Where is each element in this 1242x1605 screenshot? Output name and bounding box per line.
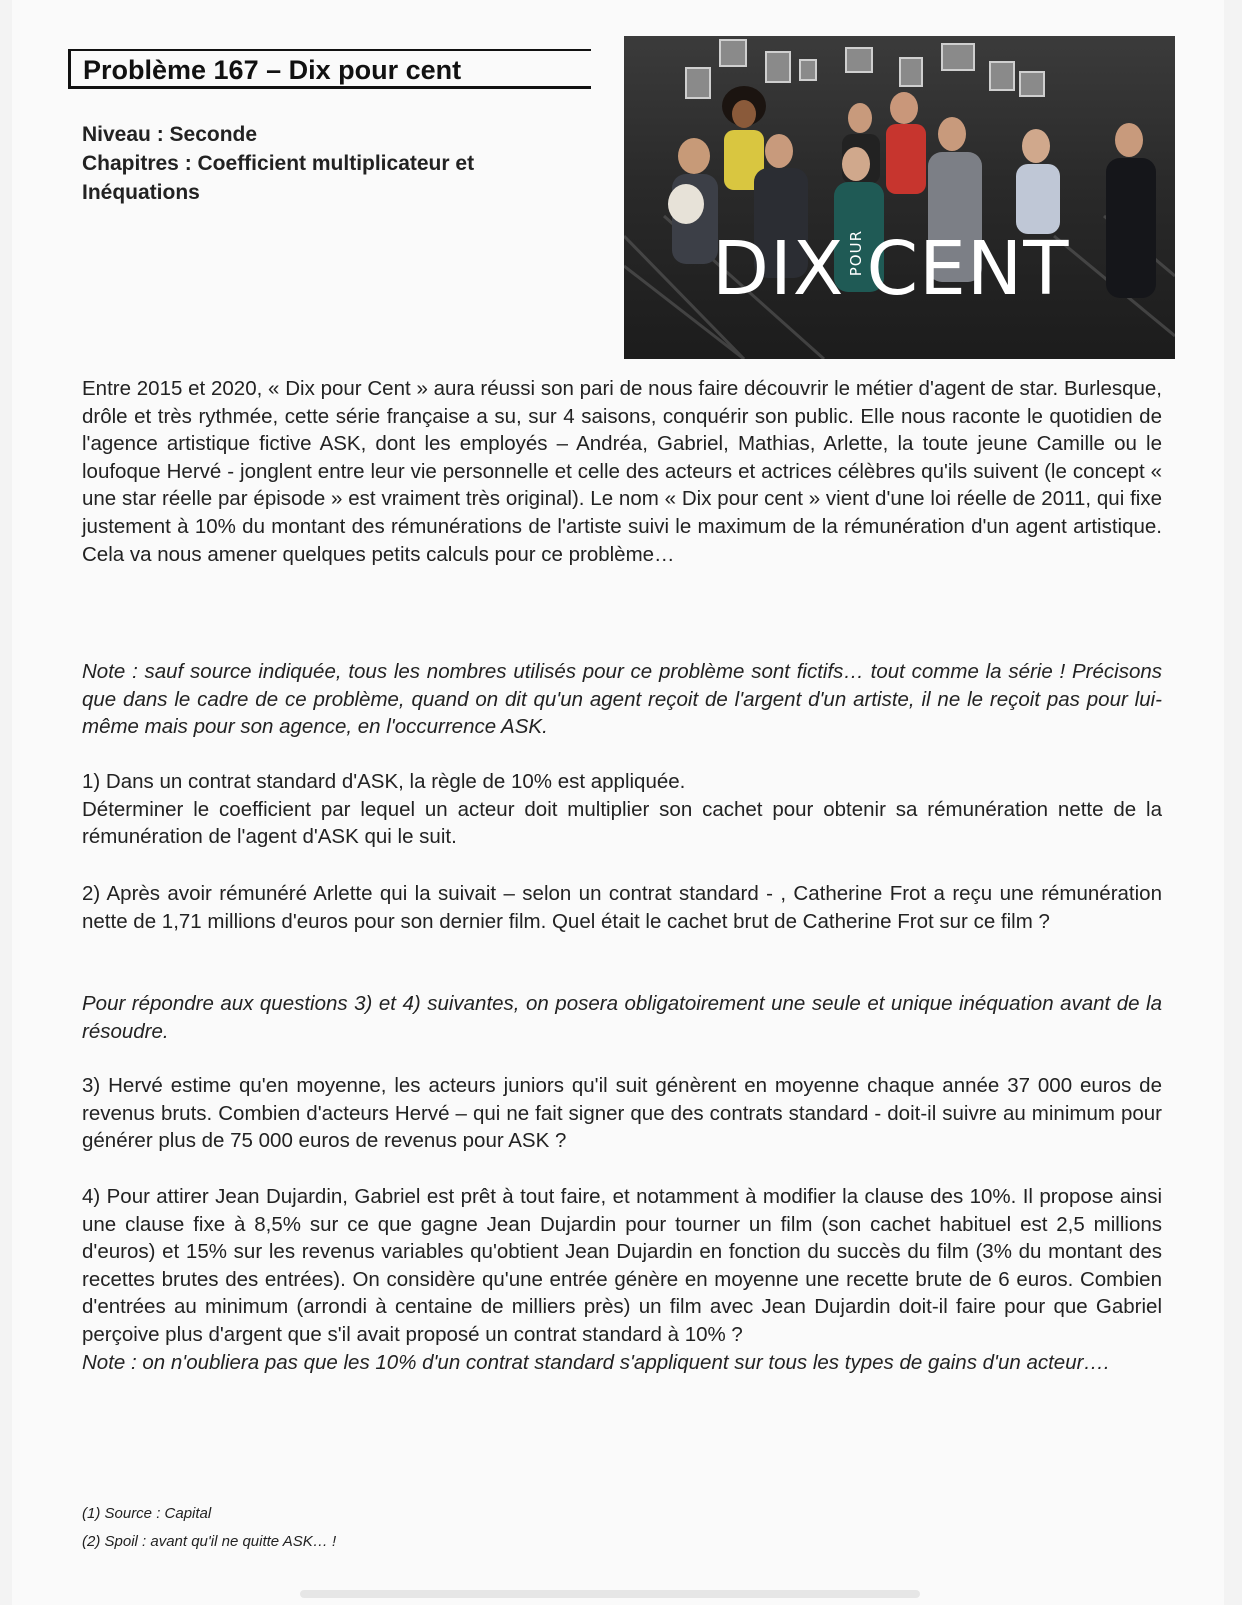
footnote-1: (1) Source : Capital <box>82 1505 212 1522</box>
poster-title <box>712 226 1069 312</box>
poster-title-cent: CENT <box>866 226 1070 312</box>
note-paragraph <box>82 658 1162 741</box>
poster-title-dix: DIX <box>712 226 845 312</box>
question-3-text: 3) Hervé estime qu'en moyenne, les acteurs juniors qu'il suit génèrent en moyenne chaque année 37 000 euros de revenus bruts. Combien d'acteurs Hervé – qui ne fait signer que des contrats standard - doit-il suivre au minimum pour générer plus de 75 000 euros de revenus pour ASK ? <box>82 1074 1162 1153</box>
instruction-paragraph <box>82 990 1162 1045</box>
question-2-text: 2) Après avoir rémunéré Arlette qui la suivait – selon un contrat standard - , Catherine Frot a reçu une rémunération nette de 1,71 millions d'euros pour son dernier film. Quel était le cachet brut de Catherine Frot sur ce film ? <box>82 882 1162 933</box>
question-4-text: 4) Pour attirer Jean Dujardin, Gabriel est prêt à tout faire, et notamment à modifier la clause des 10%. Il propose ainsi une clause fixe à 8,5% sur ce que gagne Jean Dujardin pour tourner un film (son cachet habituel est 2,5 millions d'euros) et 15% sur les revenus variables qu'obtient Jean Dujardin en fonction du succès du film (3% du montant des recettes brutes des entrées). On considère qu'une entrée génère en moyenne une recette brute de 6 euros. Combien d'entrées au minimum (arrondi à centaine de milliers près) un film avec Jean Dujardin doit-il faire pour que Gabriel perçoive plus d'argent que s'il avait proposé un contrat standard à 10% ? <box>82 1185 1162 1346</box>
problem-meta <box>82 120 582 207</box>
note-text: Note : sauf source indiquée, tous les nombres utilisés pour ce problème sont fictifs… tout comme la série ! Précisons que dans le cadre de ce problème, quand on dit qu'un agent reçoit de l'argent d'un artiste, il ne le reçoit pas pour lui-même mais pour son agence, en l'occurrence ASK. <box>82 660 1162 739</box>
series-poster-image <box>624 36 1175 359</box>
footnotes <box>82 1500 682 1556</box>
level-label: Niveau : Seconde <box>82 123 258 146</box>
intro-text: Entre 2015 et 2020, « Dix pour Cent » aura réussi son pari de nous faire découvrir le métier d'agent de star. Burlesque, drôle et très rythmée, cette série française a su, sur 4 saisons, conquérir son public. Elle nous raconte le quotidien de l'agence artistique fictive ASK, dont les employés – Andréa, Gabriel, Mathias, Arlette, la toute jeune Camille ou le loufoque Hervé - jonglent entre leur vie personnelle et celle des acteurs et actrices célèbres qu'ils suivent (le concept « une star réelle par épisode » est vraiment très original). Le nom « Dix pour cent » vient d'une loi réelle de 2011, qui fixe justement à 10% du montant des rémunérations de l'artiste suivi le maximum de la rémunération d'un agent artistique. Cela va nous amener quelques petits calculs pour ce problème… <box>82 377 1162 566</box>
instruction-text: Pour répondre aux questions 3) et 4) suivantes, on posera obligatoirement une seule et unique inéquation avant de la résoudre. <box>82 992 1162 1043</box>
poster-title-pour: POUR <box>846 229 865 276</box>
footnote-2: (2) Spoil : avant qu'il ne quitte ASK… ! <box>82 1533 337 1550</box>
question-2 <box>82 880 1162 935</box>
question-4 <box>82 1183 1162 1376</box>
question-3 <box>82 1072 1162 1155</box>
intro-paragraph <box>82 375 1162 568</box>
chapters-label: Chapitres : Coefficient multiplicateur et Inéquations <box>82 152 475 204</box>
question-4-note: Note : on n'oubliera pas que les 10% d'un contrat standard s'appliquent sur tous les types de gains d'un acteur…. <box>82 1350 1110 1374</box>
question-1-line-1: 1) Dans un contrat standard d'ASK, la règle de 10% est appliquée. <box>82 770 686 793</box>
cut-off-text-line <box>300 1590 920 1598</box>
problem-title-box <box>68 49 591 89</box>
question-1 <box>82 768 1162 851</box>
question-1-line-2: Déterminer le coefficient par lequel un acteur doit multiplier son cachet pour obtenir sa rémunération nette de la rémunération de l'agent d'ASK qui le suit. <box>82 797 1162 849</box>
problem-title: Problème 167 – Dix pour cent <box>83 55 462 85</box>
